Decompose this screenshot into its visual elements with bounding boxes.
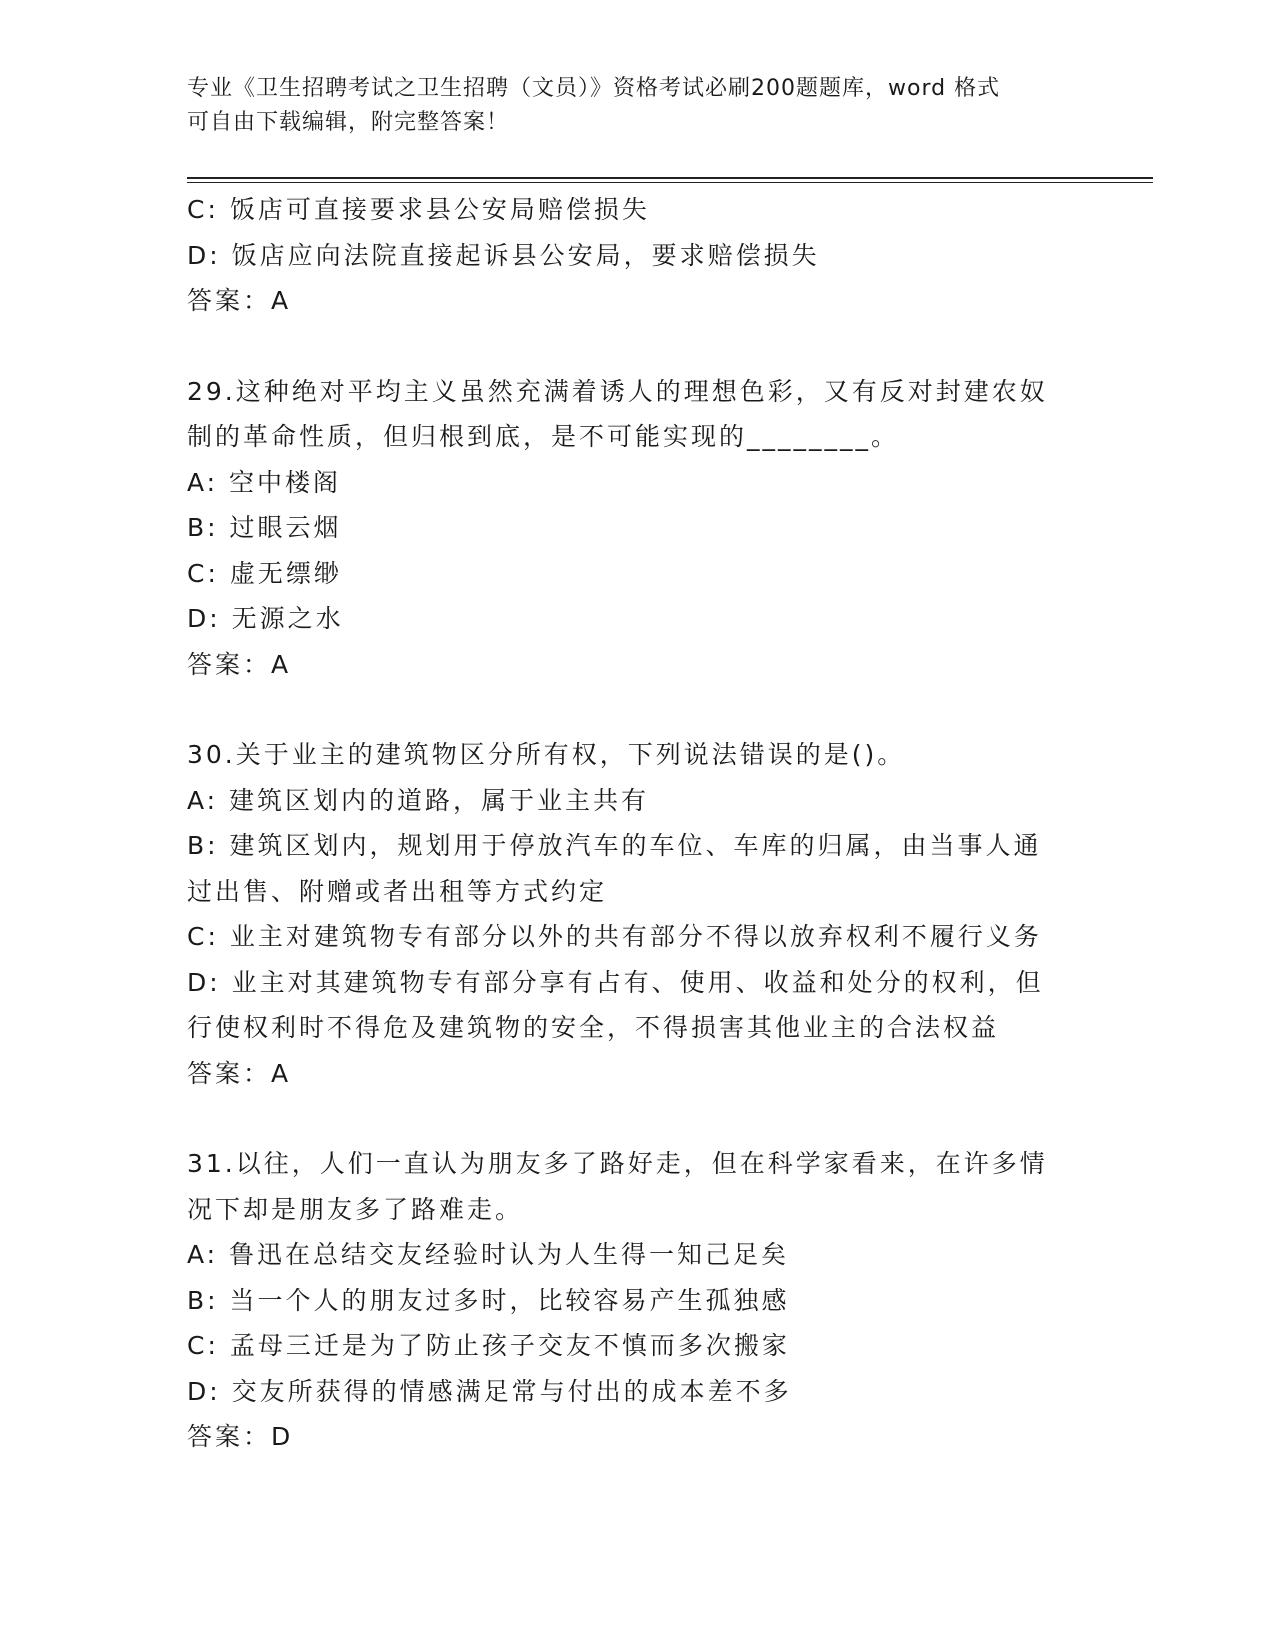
option-d: D: 饭店应向法院直接起诉县公安局，要求赔偿损失 <box>187 240 820 270</box>
previous-question-tail <box>187 187 1087 324</box>
option-b: B: 过眼云烟 <box>187 513 342 542</box>
answer-line: 答案：A <box>187 1058 292 1088</box>
question-29 <box>187 369 1087 688</box>
answer-line: 答案：A <box>187 649 292 679</box>
header-title-line2: 可自由下载编辑，附完整答案！ <box>187 110 510 135</box>
spacer <box>187 1096 1087 1141</box>
option-d: D: 无源之水 <box>187 604 344 633</box>
question-stem-line: 制的革命性质，但归根到底，是不可能实现的________。 <box>187 422 900 451</box>
spacer <box>187 687 1087 732</box>
option-b-continued: 过出售、附赠或者出租等方式约定 <box>187 876 608 906</box>
answer-line: 答案：D <box>187 1422 294 1451</box>
document-header <box>187 72 1067 140</box>
option-a: A: 鲁迅在总结交友经验时认为人生得一知己足矣 <box>187 1240 790 1269</box>
answer-line: 答案：A <box>187 286 292 315</box>
option-a: A: 空中楼阁 <box>187 467 342 497</box>
option-c: C: 孟母三迁是为了防止孩子交友不慎而多次搬家 <box>187 1331 790 1360</box>
question-list <box>187 187 1087 1460</box>
header-title-line1: 专业《卫生招聘考试之卫生招聘（文员）》资格考试必刷200题题库，word 格式 <box>187 76 1001 101</box>
header-rule-thick <box>187 177 1153 179</box>
question-stem-line: 29.这种绝对平均主义虽然充满着诱人的理想色彩，又有反对封建农奴 <box>187 376 1048 406</box>
spacer <box>187 324 1087 369</box>
option-c: C: 业主对建筑物专有部分以外的共有部分不得以放弃权利不履行义务 <box>187 922 1042 951</box>
option-d: D: 交友所获得的情感满足常与付出的成本差不多 <box>187 1376 792 1406</box>
option-c: C: 虚无缥缈 <box>187 558 342 588</box>
option-c: C: 饭店可直接要求县公安局赔偿损失 <box>187 195 650 224</box>
option-a: A: 建筑区划内的道路，属于业主共有 <box>187 785 650 815</box>
option-d-continued: 行使权利时不得危及建筑物的安全，不得损害其他业主的合法权益 <box>187 1013 1000 1042</box>
header-rule-thin <box>187 182 1153 183</box>
question-stem-line: 31.以往，人们一直认为朋友多了路好走，但在科学家看来，在许多情 <box>187 1149 1048 1178</box>
option-b: B: 建筑区划内，规划用于停放汽车的车位、车库的归属，由当事人通 <box>187 831 1042 860</box>
question-stem-line: 30.关于业主的建筑物区分所有权，下列说法错误的是()。 <box>187 740 906 769</box>
option-b: B: 当一个人的朋友过多时，比较容易产生孤独感 <box>187 1285 790 1315</box>
question-stem-line: 况下却是朋友多了路难走。 <box>187 1194 524 1224</box>
question-30 <box>187 732 1087 1096</box>
option-d: D: 业主对其建筑物专有部分享有占有、使用、收益和处分的权利，但 <box>187 967 1044 997</box>
question-31 <box>187 1141 1087 1460</box>
